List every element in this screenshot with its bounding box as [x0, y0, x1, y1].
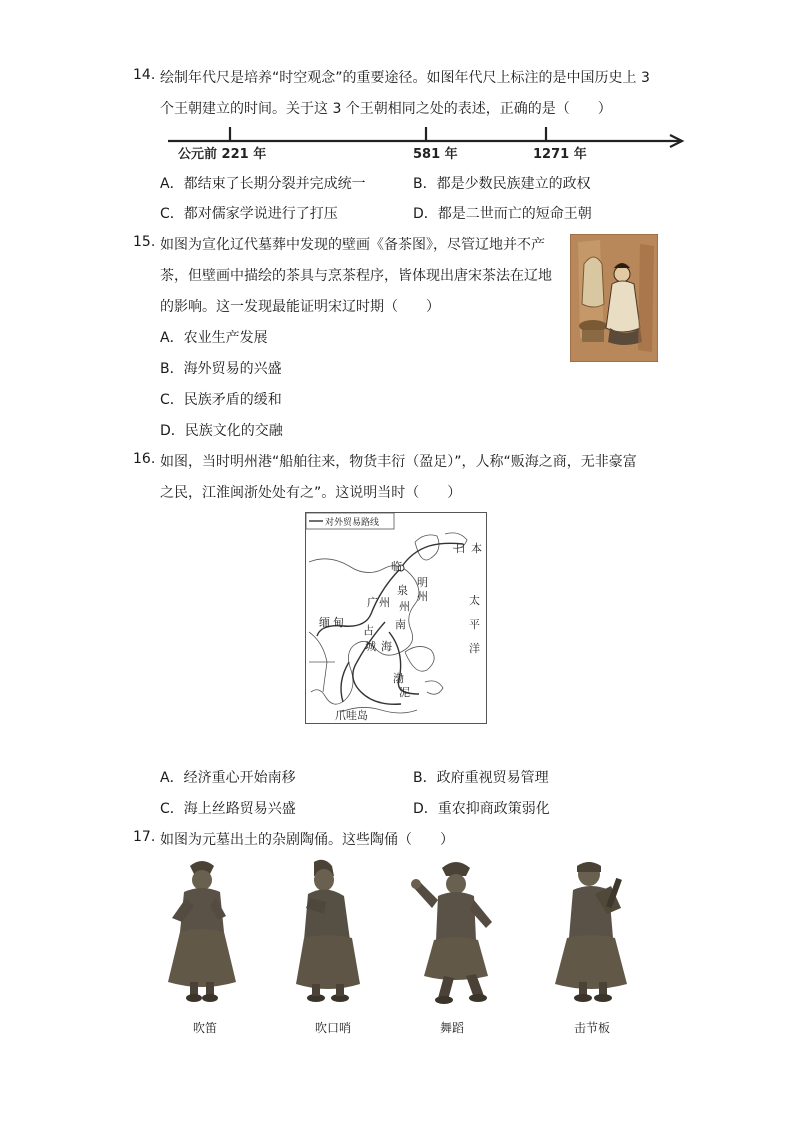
option-c[interactable]: C．都对儒家学说进行了打压: [160, 206, 338, 222]
option-b[interactable]: B．政府重视贸易管理: [413, 770, 549, 786]
map-label: 本: [471, 542, 482, 555]
figurine-image: [555, 858, 635, 1008]
question-stem-line: 如图为宣化辽代墓葬中发现的壁画《备茶图》，尽管辽地并不产: [160, 237, 545, 253]
map-label: 泥: [399, 686, 410, 699]
map-label: 洋: [469, 642, 480, 655]
map-label: 州: [399, 600, 410, 613]
map-label: 日: [455, 542, 466, 555]
timeline-label: 581 年: [413, 147, 458, 162]
figurine-image: [160, 858, 244, 1008]
map-label: 城: [365, 640, 376, 653]
timeline-label: 公元前 221 年: [178, 147, 267, 162]
option-c[interactable]: C．海上丝路贸易兴盛: [160, 801, 296, 817]
map-label: 海: [381, 640, 392, 653]
question-stem-line: 如图，当时明州港“船舶往来，物货丰衍（盈足）”，人称“贩海之商，无非豪富: [160, 454, 637, 470]
map-label: 爪哇岛: [335, 709, 368, 722]
question-stem-line: 的影响。这一发现最能证明宋辽时期（ ）: [160, 299, 440, 315]
question-number: 14.: [133, 67, 156, 83]
map-label: 州: [417, 590, 428, 603]
map-label: 明: [417, 576, 428, 589]
question-stem-line: 绘制年代尺是培养“时空观念”的重要途径。如图年代尺上标注的是中国历史上 3: [160, 70, 650, 86]
option-d[interactable]: D．都是二世而亡的短命王朝: [413, 206, 592, 222]
question-number: 16.: [133, 451, 156, 467]
map-label: 州: [379, 596, 390, 609]
timeline-figure: [160, 122, 690, 166]
question-number: 15.: [133, 234, 156, 250]
map-label: 临: [391, 560, 402, 573]
map-label: 缅: [319, 616, 330, 629]
option-a[interactable]: A．经济重心开始南移: [160, 770, 296, 786]
question-stem-line: 个王朝建立的时间。关于这 3 个王朝相同之处的表述，正确的是（ ）: [160, 101, 612, 117]
trade-route-map: [305, 512, 487, 724]
option-a[interactable]: A．农业生产发展: [160, 330, 268, 346]
figurine-caption: 击节板: [574, 1021, 611, 1035]
option-d[interactable]: D．重农抑商政策弱化: [413, 801, 550, 817]
option-c[interactable]: C．民族矛盾的缓和: [160, 392, 282, 408]
map-label: 太: [469, 594, 480, 607]
question-stem-line: 之民，江淮闽浙处处有之”。这说明当时（ ）: [160, 485, 462, 501]
map-label: 南: [395, 618, 406, 631]
option-b[interactable]: B．海外贸易的兴盛: [160, 361, 282, 377]
figurine-caption: 吹口哨: [315, 1021, 352, 1035]
map-label: 平: [469, 618, 480, 631]
map-label: 占: [363, 624, 374, 637]
figurine-image: [290, 858, 364, 1008]
map-legend-label: 对外贸易路线: [325, 518, 380, 528]
question-stem-line: 茶，但壁画中描绘的茶具与烹茶程序，皆体现出唐宋茶法在辽地: [160, 268, 552, 284]
option-a[interactable]: A．都结束了长期分裂并完成统一: [160, 176, 366, 192]
map-label: 泉: [397, 584, 408, 597]
map-label: 甸: [333, 616, 344, 629]
question-stem-line: 如图为元墓出土的杂剧陶俑。这些陶俑（ ）: [160, 832, 454, 848]
question-number: 17.: [133, 829, 156, 845]
mural-image: [570, 234, 658, 362]
map-label: 广: [367, 596, 378, 609]
timeline-label: 1271 年: [533, 147, 587, 162]
map-label: 渤: [393, 672, 404, 685]
figurine-caption: 舞蹈: [440, 1021, 465, 1035]
figurine-image: [408, 858, 504, 1008]
option-d[interactable]: D．民族文化的交融: [160, 423, 283, 439]
figurine-caption: 吹笛: [193, 1021, 218, 1035]
option-b[interactable]: B．都是少数民族建立的政权: [413, 176, 591, 192]
